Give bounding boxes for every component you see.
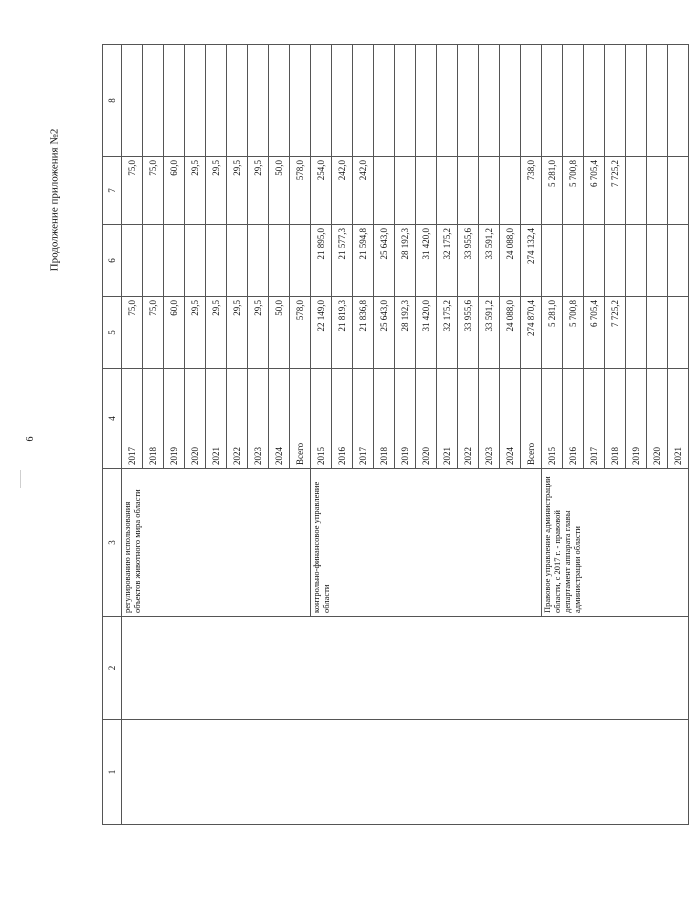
amount-cell-c5 (563, 225, 584, 297)
responsible-executor-cell: контрольно-финансовое управление области (311, 469, 542, 617)
amount-cell-c6: 60,0 (164, 157, 185, 225)
amount-cell-c4: 22 149,0 (311, 297, 332, 369)
amount-cell-c4: 33 591,2 (479, 297, 500, 369)
amount-cell-c5 (584, 225, 605, 297)
amount-cell-c4: 274 870,4 (521, 297, 542, 369)
amount-cell-c4 (647, 297, 668, 369)
amount-cell-c6: 738,0 (521, 157, 542, 225)
responsible-executor-cell: регулированию использования объектов животного мира области (122, 469, 311, 617)
year-cell: 2021 (668, 369, 689, 469)
header-cell: 5 (103, 297, 122, 369)
amount-cell-c5: 274 132,4 (521, 225, 542, 297)
amount-cell-c7 (227, 45, 248, 157)
amount-cell-c4: 31 420,0 (416, 297, 437, 369)
responsible-executor-cell: Правовое управление администрации области, с 2017 г. - правовой департамент аппарата главы администрации области (542, 469, 689, 617)
amount-cell-c5 (143, 225, 164, 297)
amount-cell-c7 (605, 45, 626, 157)
year-cell: Всего (521, 369, 542, 469)
amount-cell-c6: 75,0 (122, 157, 143, 225)
amount-cell-c6: 254,0 (311, 157, 332, 225)
year-cell: 2023 (248, 369, 269, 469)
amount-cell-c7 (668, 45, 689, 157)
amount-cell-c7 (332, 45, 353, 157)
amount-cell-c6 (458, 157, 479, 225)
column-2-cell (122, 617, 689, 720)
amount-cell-c7 (416, 45, 437, 157)
year-cell: 2018 (374, 369, 395, 469)
amount-cell-c5 (248, 225, 269, 297)
amount-cell-c7 (458, 45, 479, 157)
header-row (103, 45, 122, 825)
appendix-title: Продолжение приложения №2 (48, 128, 60, 272)
amount-cell-c6: 50,0 (269, 157, 290, 225)
amount-cell-c4: 29,5 (248, 297, 269, 369)
amount-cell-c5 (668, 225, 689, 297)
amount-cell-c7 (626, 45, 647, 157)
year-cell: 2024 (500, 369, 521, 469)
amount-cell-c6 (437, 157, 458, 225)
year-cell: 2018 (605, 369, 626, 469)
amount-cell-c7 (500, 45, 521, 157)
amount-cell-c7 (143, 45, 164, 157)
header-cell: 6 (103, 225, 122, 297)
header-cell: 1 (103, 720, 122, 825)
year-cell: 2017 (584, 369, 605, 469)
amount-cell-c6 (647, 157, 668, 225)
amount-cell-c5 (647, 225, 668, 297)
amount-cell-c6: 5 281,0 (542, 157, 563, 225)
table-row (122, 45, 143, 825)
amount-cell-c6: 29,5 (185, 157, 206, 225)
appendix-title-container (34, 130, 74, 270)
amount-cell-c5: 21 594,8 (353, 225, 374, 297)
amount-cell-c6 (479, 157, 500, 225)
amount-cell-c7 (164, 45, 185, 157)
amount-cell-c5 (122, 225, 143, 297)
amount-cell-c7 (563, 45, 584, 157)
amount-cell-c5: 21 577,3 (332, 225, 353, 297)
header-cell: 4 (103, 369, 122, 469)
amount-cell-c7 (647, 45, 668, 157)
year-cell: 2020 (416, 369, 437, 469)
year-cell: 2015 (311, 369, 332, 469)
amount-cell-c5 (164, 225, 185, 297)
amount-cell-c5 (185, 225, 206, 297)
rotated-table-container (102, 45, 683, 825)
amount-cell-c4: 28 192,3 (395, 297, 416, 369)
table-body (122, 45, 689, 825)
amount-cell-c7 (374, 45, 395, 157)
year-cell: 2022 (227, 369, 248, 469)
year-cell: 2024 (269, 369, 290, 469)
year-cell: 2020 (185, 369, 206, 469)
amount-cell-c6 (668, 157, 689, 225)
amount-cell-c6: 7 725,2 (605, 157, 626, 225)
amount-cell-c6 (374, 157, 395, 225)
year-cell: 2016 (563, 369, 584, 469)
year-cell: 2017 (353, 369, 374, 469)
amount-cell-c4: 578,0 (290, 297, 311, 369)
amount-cell-c7 (311, 45, 332, 157)
header-cell: 8 (103, 45, 122, 157)
amount-cell-c6 (416, 157, 437, 225)
amount-cell-c4: 25 643,0 (374, 297, 395, 369)
amount-cell-c6: 29,5 (248, 157, 269, 225)
year-cell: 2015 (542, 369, 563, 469)
amount-cell-c7 (122, 45, 143, 157)
amount-cell-c4: 5 700,8 (563, 297, 584, 369)
budget-table (102, 44, 689, 825)
amount-cell-c4: 50,0 (269, 297, 290, 369)
header-cell: 3 (103, 469, 122, 617)
amount-cell-c5 (290, 225, 311, 297)
amount-cell-c6 (395, 157, 416, 225)
year-cell: 2017 (122, 369, 143, 469)
page-number: 6 (25, 436, 36, 442)
scan-mark (20, 470, 21, 488)
amount-cell-c5: 28 192,3 (395, 225, 416, 297)
amount-cell-c7 (437, 45, 458, 157)
amount-cell-c5: 32 175,2 (437, 225, 458, 297)
amount-cell-c4: 75,0 (143, 297, 164, 369)
header-cell: 2 (103, 617, 122, 720)
amount-cell-c5: 21 895,0 (311, 225, 332, 297)
amount-cell-c5 (206, 225, 227, 297)
amount-cell-c7 (206, 45, 227, 157)
year-cell: 2018 (143, 369, 164, 469)
amount-cell-c4: 60,0 (164, 297, 185, 369)
amount-cell-c4: 21 836,8 (353, 297, 374, 369)
amount-cell-c7 (248, 45, 269, 157)
amount-cell-c5: 31 420,0 (416, 225, 437, 297)
year-cell: 2019 (164, 369, 185, 469)
column-1-cell (122, 720, 689, 825)
year-cell: 2019 (395, 369, 416, 469)
amount-cell-c5 (605, 225, 626, 297)
amount-cell-c6: 75,0 (143, 157, 164, 225)
amount-cell-c6: 578,0 (290, 157, 311, 225)
amount-cell-c5 (542, 225, 563, 297)
header-cell: 7 (103, 157, 122, 225)
amount-cell-c6 (626, 157, 647, 225)
amount-cell-c6: 242,0 (353, 157, 374, 225)
amount-cell-c4: 21 819,3 (332, 297, 353, 369)
amount-cell-c6: 242,0 (332, 157, 353, 225)
amount-cell-c5 (626, 225, 647, 297)
amount-cell-c5: 33 591,2 (479, 225, 500, 297)
year-cell: 2021 (206, 369, 227, 469)
year-cell: 2016 (332, 369, 353, 469)
amount-cell-c5: 33 955,6 (458, 225, 479, 297)
amount-cell-c7 (269, 45, 290, 157)
amount-cell-c4: 29,5 (227, 297, 248, 369)
amount-cell-c4: 5 281,0 (542, 297, 563, 369)
amount-cell-c7 (290, 45, 311, 157)
amount-cell-c7 (542, 45, 563, 157)
amount-cell-c7 (479, 45, 500, 157)
year-cell: 2020 (647, 369, 668, 469)
year-cell: Всего (290, 369, 311, 469)
amount-cell-c7 (185, 45, 206, 157)
amount-cell-c7 (395, 45, 416, 157)
amount-cell-c5: 25 643,0 (374, 225, 395, 297)
amount-cell-c4: 32 175,2 (437, 297, 458, 369)
year-cell: 2023 (479, 369, 500, 469)
amount-cell-c7 (584, 45, 605, 157)
year-cell: 2021 (437, 369, 458, 469)
amount-cell-c7 (353, 45, 374, 157)
amount-cell-c4: 75,0 (122, 297, 143, 369)
amount-cell-c5 (227, 225, 248, 297)
amount-cell-c6 (500, 157, 521, 225)
amount-cell-c4: 24 088,0 (500, 297, 521, 369)
year-cell: 2022 (458, 369, 479, 469)
amount-cell-c6: 5 700,8 (563, 157, 584, 225)
year-cell: 2019 (626, 369, 647, 469)
amount-cell-c4 (668, 297, 689, 369)
amount-cell-c4: 6 705,4 (584, 297, 605, 369)
amount-cell-c4: 29,5 (185, 297, 206, 369)
amount-cell-c4: 7 725,2 (605, 297, 626, 369)
amount-cell-c4: 33 955,6 (458, 297, 479, 369)
amount-cell-c4: 29,5 (206, 297, 227, 369)
amount-cell-c6: 29,5 (227, 157, 248, 225)
amount-cell-c7 (521, 45, 542, 157)
amount-cell-c4 (626, 297, 647, 369)
amount-cell-c6: 29,5 (206, 157, 227, 225)
amount-cell-c6: 6 705,4 (584, 157, 605, 225)
amount-cell-c5 (269, 225, 290, 297)
amount-cell-c5: 24 088,0 (500, 225, 521, 297)
